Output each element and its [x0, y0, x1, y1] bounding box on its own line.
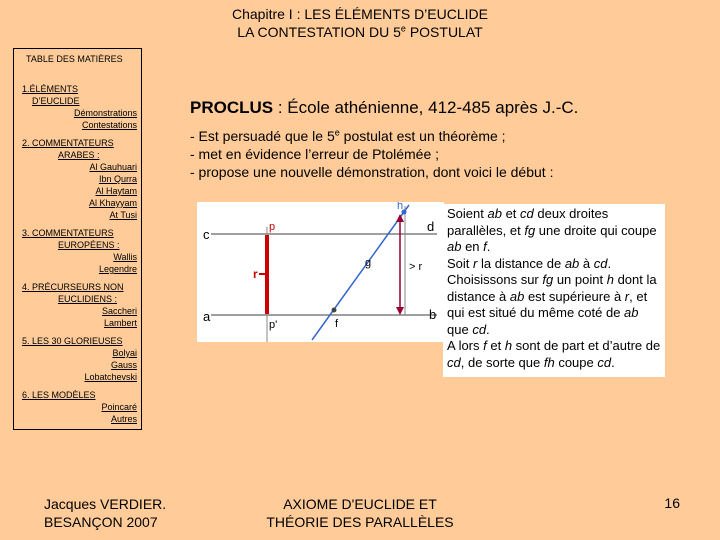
toc-link-demonstrations[interactable]: Démonstrations — [73, 108, 137, 118]
parallels-diagram — [197, 202, 444, 342]
page-number: 16 — [664, 495, 680, 511]
label-p: p — [269, 221, 276, 233]
toc-link-bolyai[interactable]: Bolyai — [112, 348, 137, 358]
footer-author: Jacques VERDIER. BESANÇON 2007 — [44, 496, 167, 530]
label-c: c — [203, 227, 210, 242]
geometry-figure — [197, 202, 444, 342]
toc-link-al-gauhuari[interactable]: Al Gauhuari — [89, 162, 137, 172]
section-heading: PROCLUS : École athénienne, 412-485 après J.-C. — [190, 98, 579, 117]
point-f — [332, 308, 337, 313]
label-g: g — [365, 257, 372, 269]
secant-line-fg — [312, 205, 409, 340]
footer-title: AXIOME D'EUCLIDE ET THÉORIE DES PARALLÈLES — [266, 496, 454, 530]
bullet-1: - Est persuadé que le 5e postulat est un théorème ; — [190, 127, 506, 144]
toc-link-gauss[interactable]: Gauss — [110, 360, 137, 370]
title-line-2: LA CONTESTATION DU 5e POSTULAT — [237, 23, 483, 40]
toc-link-at-tusi[interactable]: At Tusi — [109, 210, 137, 220]
label-r: r — [253, 267, 258, 281]
label-d: d — [427, 219, 435, 234]
bullet-2: - met en évidence l’erreur de Ptolémée ; — [190, 146, 440, 162]
toc-link-contestations[interactable]: Contestations — [81, 120, 137, 130]
toc-link-lobatchevski[interactable]: Lobatchevski — [84, 372, 137, 382]
label-f: f — [335, 318, 339, 330]
toc-link-lambert[interactable]: Lambert — [103, 318, 137, 328]
title-line-1: Chapitre I : LES ÉLÉMENTS D’EUCLIDE — [232, 6, 488, 22]
explanation-text: Soient ab et cd deux droites parallèles, et fg une droite qui coupe ab en f. Soit r la distance de ab à cd. Choisissons sur fg un point h dont la distance à ab est supérieure à r, et qui est situé du même coté de ab que cd. A lors f et h sont de part et d’autre de cd, de sorte que fh coupe cd. — [443, 204, 665, 377]
label-h: h — [397, 202, 404, 212]
arrow-head-up — [396, 214, 404, 222]
toc-section-european-commentators[interactable]: 3. COMMENTATEURS EUROPÉENS : — [22, 228, 120, 250]
bullet-3: - propose une nouvelle démonstration, dont voici le début : — [190, 164, 554, 180]
toc-section-non-euclidean-precursors[interactable]: 4. PRÉCURSEURS NON EUCLIDIENS : — [22, 282, 124, 304]
label-greater-than-r: > r — [409, 261, 423, 273]
toc-heading: TABLE DES MATIÈRES — [26, 54, 123, 64]
toc-link-al-khayyam[interactable]: Al Khayyam — [88, 198, 137, 208]
toc-link-autres[interactable]: Autres — [110, 414, 137, 424]
arrow-head-down — [396, 307, 404, 315]
label-p-prime: p' — [269, 319, 278, 331]
label-a: a — [203, 309, 211, 324]
toc-section-glorious-30[interactable]: 5. LES 30 GLORIEUSES — [22, 336, 123, 346]
label-b: b — [429, 307, 437, 322]
toc-link-legendre[interactable]: Legendre — [98, 264, 137, 274]
bullet-list — [190, 127, 553, 181]
toc-section-arab-commentators[interactable]: 2. COMMENTATEURS ARABES : — [22, 138, 114, 160]
toc-section-models[interactable]: 6. LES MODÈLES — [22, 390, 96, 400]
toc-link-wallis[interactable]: Wallis — [113, 252, 137, 262]
toc-link-saccheri[interactable]: Saccheri — [101, 306, 137, 316]
table-of-contents — [13, 48, 142, 430]
toc-link-al-haytam[interactable]: Al Haytam — [95, 186, 137, 196]
toc-link-poincare[interactable]: Poincaré — [101, 402, 137, 412]
toc-link-ibn-qurra[interactable]: Ibn Qurra — [98, 174, 137, 184]
slide-title — [0, 5, 720, 41]
toc-section-elements[interactable]: 1.ÉLÉMENTS D’EUCLIDE — [22, 84, 80, 106]
